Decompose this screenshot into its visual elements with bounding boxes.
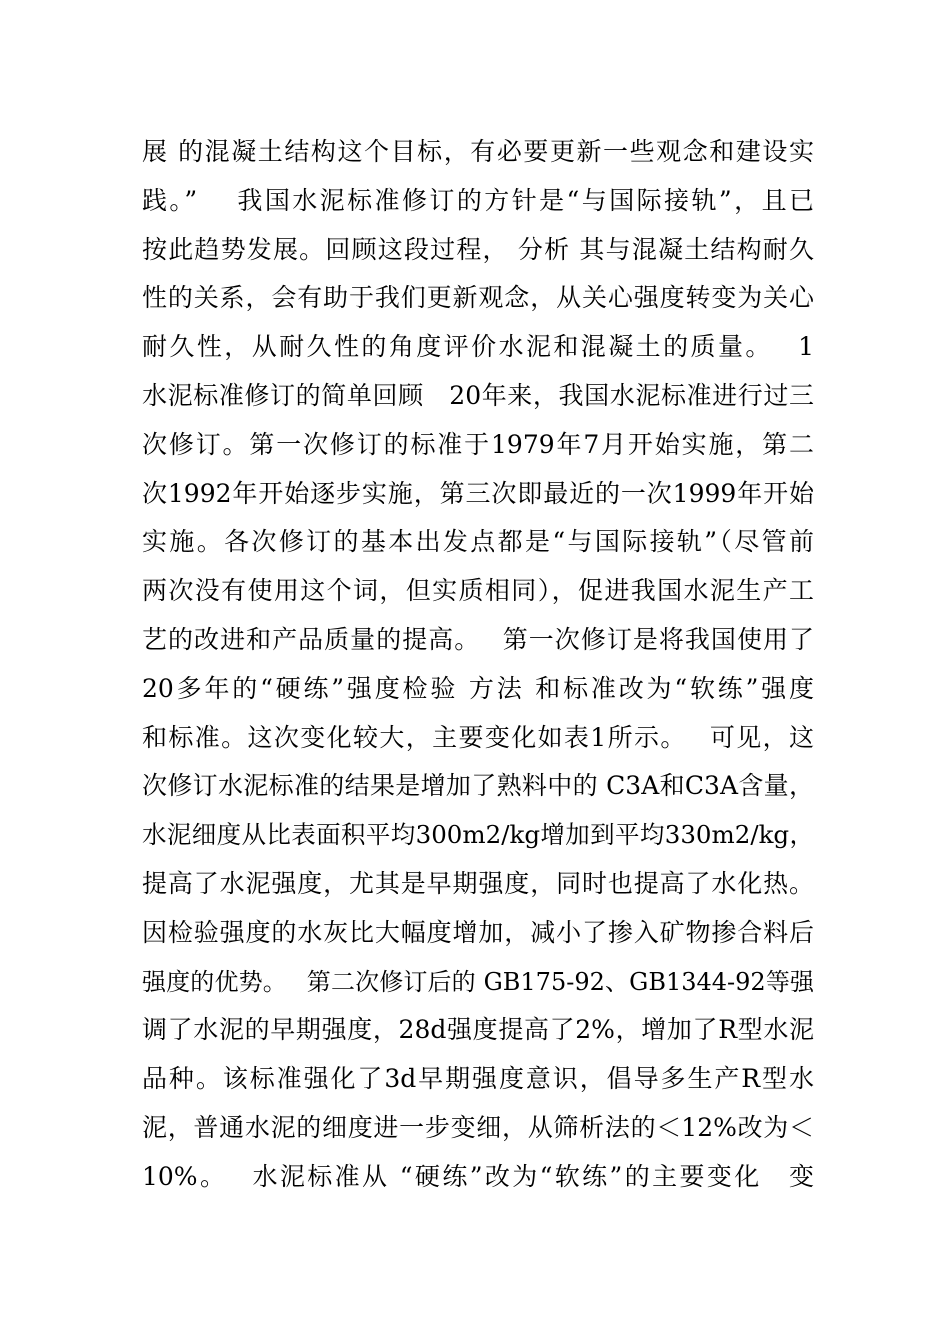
text-line-12: 20多年的“硬练”强度检验 方法 和标准改为“软练”强度 <box>142 673 814 703</box>
text-line-18: 强度的优势。 第二次修订后的 GB175-92、GB1344-92等强 <box>142 967 814 996</box>
text-line-17: 因检验强度的水灰比大幅度增加，减小了掺入矿物掺合料后 <box>142 917 814 947</box>
text-line-7: 次修订。第一次修订的标准于1979年7月开始实施，第二 <box>142 429 814 459</box>
text-line-22: 10%。 水泥标准从 “硬练”改为“软练”的主要变化 变 <box>142 1161 814 1191</box>
text-line-1: 展 的混凝土结构这个目标，有必要更新一些观念和建设实 <box>142 137 814 166</box>
text-line-19: 调了水泥的早期强度，28d强度提高了2%，增加了R型水泥 <box>142 1015 814 1045</box>
text-line-15: 水泥细度从比表面积平均300m2/kg增加到平均330m2/kg， <box>142 820 814 850</box>
text-line-20: 品种。该标准强化了3d早期强度意识，倡导多生产R型水 <box>142 1064 814 1094</box>
text-line-3: 按此趋势发展。回顾这段过程， 分析 其与混凝土结构耐久 <box>142 234 814 264</box>
text-line-2: 践。” 我国水泥标准修订的方针是“与国际接轨”，且已 <box>142 185 814 215</box>
text-line-9: 实施。各次修订的基本出发点都是“与国际接轨”（尽管前 <box>142 527 814 557</box>
text-line-10: 两次没有使用这个词，但实质相同），促进我国水泥生产工 <box>142 576 814 606</box>
text-line-21: 泥，普通水泥的细度进一步变细，从筛析法的＜12%改为＜ <box>142 1112 814 1142</box>
text-line-16: 提高了水泥强度，尤其是早期强度，同时也提高了水化热。 <box>142 868 814 898</box>
text-line-8: 次1992年开始逐步实施，第三次即最近的一次1999年开始 <box>142 478 814 508</box>
text-line-14: 次修订水泥标准的结果是增加了熟料中的 C3A和C3A含量， <box>142 771 814 801</box>
text-line-11: 艺的改进和产品质量的提高。 第一次修订是将我国使用了 <box>142 624 814 654</box>
text-line-13: 和标准。这次变化较大，主要变化如表1所示。 可见，这 <box>142 722 814 752</box>
text-line-5: 耐久性，从耐久性的角度评价水泥和混凝土的质量。 1 <box>142 332 814 362</box>
text-line-6: 水泥标准修订的简单回顾 20年来，我国水泥标准进行过三 <box>142 380 814 410</box>
body-text <box>142 128 814 1202</box>
text-line-4: 性的关系，会有助于我们更新观念，从关心强度转变为关心 <box>142 283 814 313</box>
